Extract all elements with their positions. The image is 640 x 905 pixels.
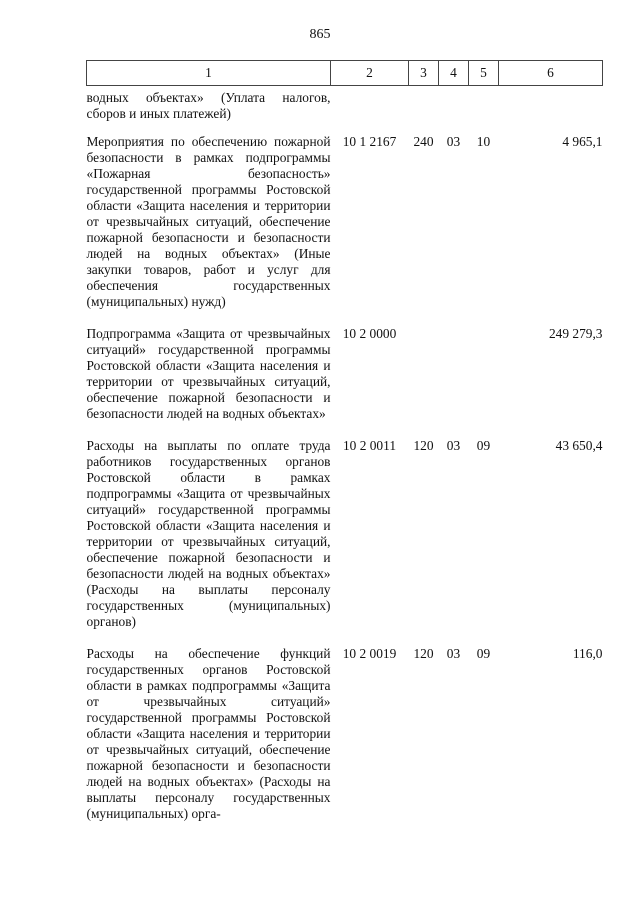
row-target-article-code: 10 1 2167 bbox=[342, 134, 397, 149]
row-amount: 249 279,3 bbox=[548, 326, 603, 341]
row-section-code: 03 bbox=[446, 646, 461, 661]
row-expense-type-code bbox=[409, 86, 439, 135]
row-subsection-code: 09 bbox=[476, 646, 491, 661]
column-header-5: 5 bbox=[469, 61, 499, 86]
row-subsection-code bbox=[469, 326, 499, 438]
row-section-code bbox=[439, 326, 469, 438]
row-amount: 43 650,4 bbox=[555, 438, 603, 453]
column-header-4: 4 bbox=[439, 61, 469, 86]
budget-table bbox=[86, 60, 603, 838]
row-expense-type-code: 240 bbox=[413, 134, 434, 149]
row-target-article-code: 10 2 0000 bbox=[342, 326, 397, 341]
row-expense-type-code: 120 bbox=[413, 438, 434, 453]
row-target-article-code: 10 2 0011 bbox=[342, 438, 397, 453]
row-subsection-code: 10 bbox=[476, 134, 491, 149]
table-row bbox=[87, 438, 603, 646]
row-subsection-code: 09 bbox=[476, 438, 491, 453]
row-section-code bbox=[439, 86, 469, 135]
table-row bbox=[87, 646, 603, 838]
table-header-row bbox=[87, 61, 603, 86]
row-description: Подпрограмма «Защита от чрезвычайных ситуаций» государственной программы Ростовской области «Защита населения и территории от чрезвычайных ситуаций, обеспечение пожарной безопасности и безопасности людей на водных объектах» bbox=[86, 326, 331, 421]
table-row bbox=[87, 326, 603, 438]
row-amount: 4 965,1 bbox=[562, 134, 603, 149]
row-description: Расходы на обеспечение функций государственных органов Ростовской области в рамках подпрограммы «Защита от чрезвычайных ситуаций» государственной программы Ростовской области «Защита населения и территории от чрезвычайных ситуаций, обеспечение пожарной безопасности и безопасности людей на водных объектах» (Расходы на выплаты персоналу государственных (муниципальных) орга- bbox=[86, 646, 331, 821]
row-description: водных объектах» (Уплата налогов, сборов и иных платежей) bbox=[86, 90, 331, 121]
column-header-2: 2 bbox=[331, 61, 409, 86]
row-description: Мероприятия по обеспечению пожарной безопасности в рамках подпрограммы «Пожарная безопасность» государственной программы Ростовской области «Защита населения и территории от чрезвычайных ситуаций, обеспечение пожарной безопасности и безопасности людей на водных объектах» (Иные закупки товаров, работ и услуг для обеспечения государственных (муниципальных) нужд) bbox=[86, 134, 331, 309]
row-expense-type-code bbox=[409, 326, 439, 438]
row-target-article-code bbox=[331, 86, 409, 135]
row-amount: 116,0 bbox=[572, 646, 603, 661]
page-number: 865 bbox=[309, 27, 331, 42]
row-description: Расходы на выплаты по оплате труда работников государственных органов Ростовской области в рамках подпрограммы «Защита от чрезвычайных ситуаций» государственной программы Ростовской области «Защита населения и территории от чрезвычайных ситуаций, обеспечение пожарной безопасности и безопасности людей на водных объектах» (Расходы на выплаты персоналу государственных (муниципальных) органов) bbox=[86, 438, 331, 629]
row-section-code: 03 bbox=[446, 134, 461, 149]
column-header-1: 1 bbox=[87, 61, 331, 86]
table-row bbox=[87, 134, 603, 326]
row-subsection-code bbox=[469, 86, 499, 135]
row-section-code: 03 bbox=[446, 438, 461, 453]
row-amount bbox=[499, 86, 603, 135]
row-expense-type-code: 120 bbox=[413, 646, 434, 661]
column-header-6: 6 bbox=[499, 61, 603, 86]
column-header-3: 3 bbox=[409, 61, 439, 86]
row-target-article-code: 10 2 0019 bbox=[342, 646, 397, 661]
table-row bbox=[87, 86, 603, 135]
